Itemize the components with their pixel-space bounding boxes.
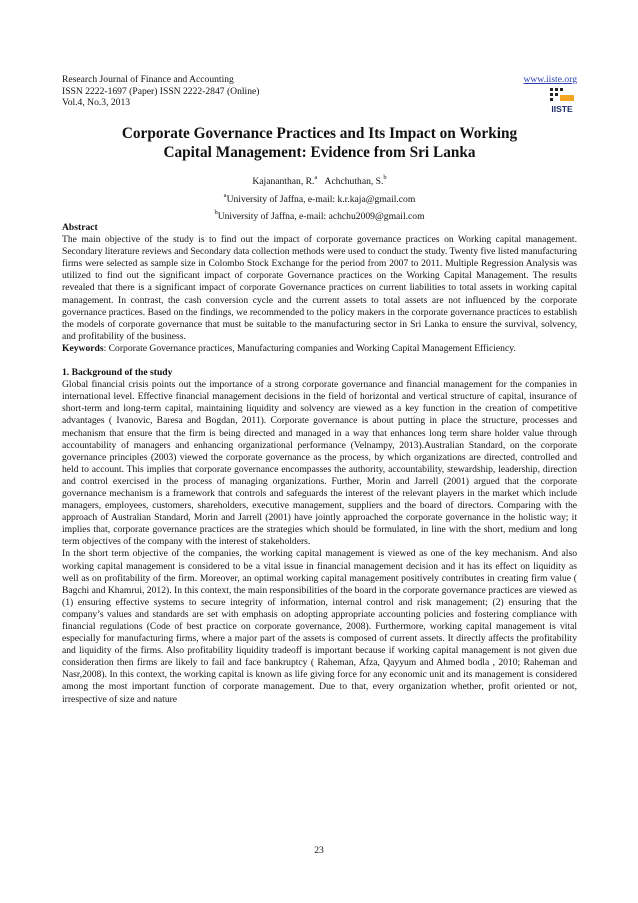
paragraph-1: Global financial crisis points out the importance of a strong corporate governance and financial management for the companies in international level. Effective financial management decisions in the field of horizontal and vertical structure of capital, insurance of short-term and long-term capital, maintaining liquidity and solvency are viewed as a key function in the creation of competitive advantages ( Ivanovic, Baresa and Bogdan, 2011). Corporate governance is about putting in place the structure, processes and mechanism that ensure that the firm is being directed and managed in a way that enhances long term share holder value through accountability of managers and enhancing organizational performance (Velnampy, 2013).Australian Standard, on the corporate governance principles (2003) viewed the corporate governance as the process, by which organizations are directed, controlled and held to account. This implies that corporate governance encompasses the authority, accountability, stewardship, leadership, direction and control exercised in the process of managing organizations. Further, Morin and Jarrell (2001) argued that the corporate governance mechanism is a framework that controls and safeguards the interest of the relevant players in the market which include managers, employees, customers, shareholders, executive management, suppliers and the board of directors. Comparing with the approach of Australian Standard, Morin and Jarrell (2001) have jointly approached the corporate governance in the holistic way; it implies that, corporate governance practices are the strategies which should be formulated, in line with the short, medium and long term objectives of the company with the interest of stakeholders. [62, 379, 577, 548]
journal-volume: Vol.4, No.3, 2013 [62, 97, 131, 108]
title-line-1: Corporate Governance Practices and Its Impact on Working [121, 125, 518, 142]
author-a: Kajananthan, R. [252, 176, 315, 188]
paper-title [62, 124, 577, 162]
page-number: 23 [314, 845, 324, 856]
journal-name: Research Journal of Finance and Accounting [62, 74, 234, 85]
title-line-2: Capital Management: Evidence from Sri Lanka [163, 144, 476, 161]
page-header [62, 74, 577, 118]
paper-body [62, 222, 577, 706]
affiliation-a-marker: a [223, 191, 227, 199]
author-b: Achchuthan, S. [324, 176, 384, 188]
keywords-text: : Corporate Governance practices, Manufacturing companies and Working Capital Management Efficiency. [103, 342, 516, 354]
affiliation-a-text: University of Jaffna, e-mail: k.r.kaja@gmail.com [226, 193, 416, 205]
keywords [62, 343, 577, 355]
paragraph-2: In the short term objective of the companies, the working capital management is viewed as one of the key mechanism. And also working capital management is considered to be a vital issue in financial management decision and it has its effect on liquidity as well as on profitability of the firm. Moreover, an optimal working capital management positively contributes in creating firm value ( Bagchi and Khamrui, 2012). In this context, the main responsibilities of the board in the corporate governance practices are viewed as (1) ensuring effective systems to secure integrity of information, internal control and risk management; (2) ensuring that the company’s values and standards are set with emphasis on adopting appropriate accounting policies and fostering compliance with financial regulations (Code of best practice on corporate governance, 2008). Furthermore, working capital management is vital especially for manufacturing firms, where a major part of the assets is composed of current assets. It directly affects the profitability and liquidity of the firms. Also profitability liquidity tradeoff is important because if working capital management is not given due consideration then firms are likely to fail and face bankruptcy ( Raheman, Afza, Qayyum and Ahmed bodla , 2010; Raheman and Nasr,2008). In this context, the working capital is known as life giving force for any economic unit and its management is considered among the most important function of corporate management. Due to that, every organization whether, profit oriented or not, irrespective of size and nature [62, 548, 577, 705]
author-names [62, 172, 577, 190]
abstract-heading: Abstract [62, 222, 98, 233]
abstract-text: The main objective of the study is to find out the impact of corporate governance practices on Working capital management. Secondary literature reviews and Secondary data collection methods were used to conduct the study. Twenty five listed manufacturing firms were selected as sample size in Colombo Stock Exchange for the period from 2007 to 2011. Multiple Regression Analysis was utilized to find out the significant impact of corporate Governance practices on the Working Capital Management. The results revealed that there is a significant impact of corporate Governance practices on current liabilities to total assets in working capital management. In contrast, the cash conversion cycle and the current assets to total assets are not influenced by the corporate governance practices. Based on the findings, we recommended to the policy makers in the corporate governance practices to establish the models of corporate governance that must be suitable to the manufacturing sector in Sri Lanka to ensure the survival, solvency, and profitability of the business. [62, 234, 577, 342]
journal-info [62, 74, 577, 109]
affiliation-a [62, 190, 577, 208]
affiliation-b-marker: b [214, 209, 218, 217]
author-block [62, 172, 577, 225]
affiliation-b-text: University of Jaffna, e-mail: achchu2009@gmail.com [217, 211, 425, 223]
author-b-marker: b [383, 174, 387, 181]
journal-url-link[interactable]: www.iiste.org [523, 74, 577, 85]
iiste-logo-icon [548, 87, 576, 115]
section-1-heading: 1. Background of the study [62, 367, 173, 379]
author-a-marker: a [314, 174, 318, 181]
keywords-label: Keywords [62, 342, 104, 354]
journal-issn: ISSN 2222-1697 (Paper) ISSN 2222-2847 (Online) [62, 85, 260, 97]
svg-text:IISTE: IISTE [551, 104, 573, 114]
